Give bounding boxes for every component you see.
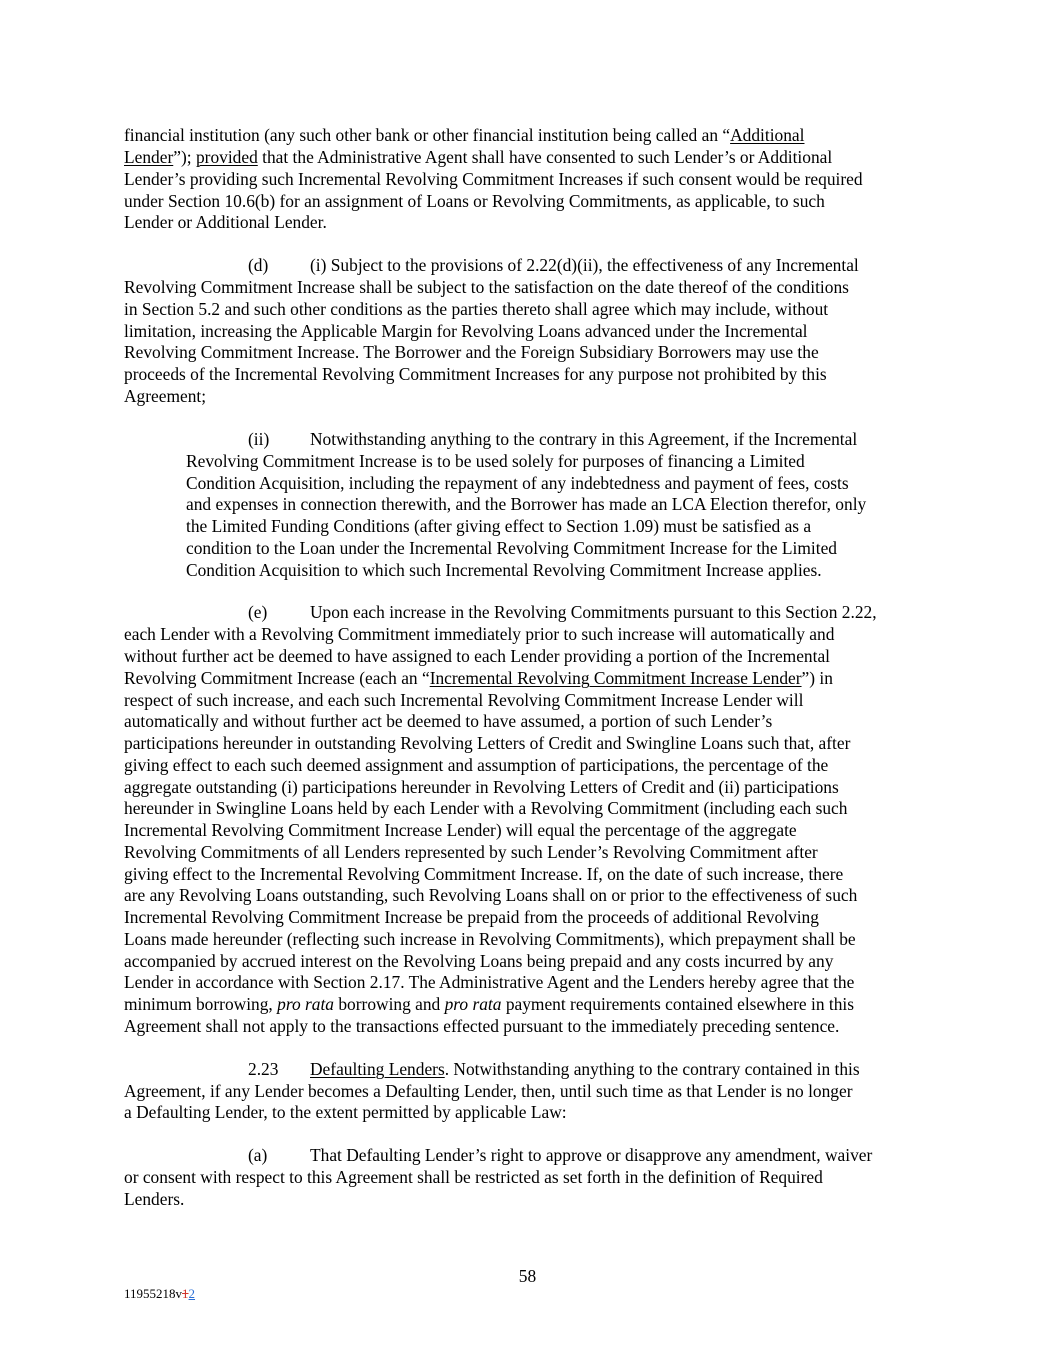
defined-term: Additional <box>730 125 805 145</box>
italic-term: pro rata <box>444 994 502 1014</box>
deleted-version: 1 <box>182 1286 189 1301</box>
paragraph-label: (a) <box>248 1145 268 1165</box>
text-line: aggregate outstanding (i) participations hereunder in Revolving Letters of Credit and (ii) participations <box>124 777 839 797</box>
document-id: 11955218v12 <box>124 1286 196 1301</box>
text-line: accompanied by accrued interest on the Revolving Loans being prepaid and any costs incurred by any <box>124 951 834 971</box>
text-line: condition to the Loan under the Incremental Revolving Commitment Increase for the Limited <box>186 538 837 558</box>
text-line: each Lender with a Revolving Commitment immediately prior to such increase will automatically and <box>124 624 835 644</box>
text-line: giving effect to the Incremental Revolving Commitment Increase. If, on the date of such increase, there <box>124 864 844 884</box>
text-line: giving effect to each such deemed assignment and assumption of participations, the percentage of the <box>124 755 829 775</box>
text-line: Condition Acquisition to which such Incremental Revolving Commitment Increase applies. <box>186 560 822 580</box>
text-line: Condition Acquisition, including the repayment of any indebtedness and payment of fees, costs <box>186 473 849 493</box>
italic-term: pro rata <box>277 994 334 1014</box>
text-line: Incremental Revolving Commitment Increase Lender) will equal the percentage of the aggregate <box>124 820 797 840</box>
text-line: hereunder in Swingline Loans held by each Lender with a Revolving Commitment (including each such <box>124 798 848 818</box>
text-line: Loans made hereunder (reflecting such increase in Revolving Commitments), which prepayment shall be <box>124 929 856 949</box>
text-line: Revolving Commitment Increase shall be subject to the satisfaction on the date thereof of the conditions <box>124 277 849 297</box>
text-line: Revolving Commitments of all Lenders represented by such Lender’s Revolving Commitment after <box>124 842 818 862</box>
text-line: Lender in accordance with Section 2.17. The Administrative Agent and the Lenders hereby agree that the <box>124 972 855 992</box>
page-number: 58 <box>518 1266 537 1286</box>
text-line: Lender”); provided that the Administrative Agent shall have consented to such Lender’s or Additional <box>124 147 833 167</box>
text-line: or consent with respect to this Agreement shall be restricted as set forth in the definition of Required <box>124 1167 823 1187</box>
defined-term: Incremental Revolving Commitment Increase Lender <box>429 668 802 688</box>
text-line: Lender’s providing such Incremental Revolving Commitment Increases if such consent would be required <box>124 169 863 189</box>
inserted-version: 2 <box>188 1286 196 1301</box>
paragraph-dii-first-line: (ii) Notwithstanding anything to the contrary in this Agreement, if the Incremental <box>248 429 858 449</box>
text-line: Incremental Revolving Commitment Increase be prepaid from the proceeds of additional Revolving <box>124 907 819 927</box>
text-line: without further act be deemed to have assigned to each Lender providing a portion of the Incremental <box>124 646 830 666</box>
text-line: financial institution (any such other bank or other financial institution being called an “Additional <box>124 125 805 145</box>
text-line: Agreement; <box>124 386 207 406</box>
paragraph-label: (ii) <box>248 429 270 449</box>
text-line: Revolving Commitment Increase (each an “Incremental Revolving Commitment Increase Lender”) in <box>124 668 833 688</box>
text-line: Agreement shall not apply to the transactions effected pursuant to the immediately preceding sentence. <box>124 1016 840 1036</box>
paragraph-d-first-line: (d) (i) Subject to the provisions of 2.22(d)(ii), the effectiveness of any Incremental <box>248 255 859 275</box>
text-line: Lender or Additional Lender. <box>124 212 327 232</box>
text-line: minimum borrowing, pro rata borrowing and pro rata payment requirements contained elsewhere in this <box>124 994 854 1014</box>
section-number: 2.23 <box>248 1059 279 1079</box>
text-line: Lenders. <box>124 1189 185 1209</box>
section-223-heading-line: 2.23 Defaulting Lenders. Notwithstanding anything to the contrary contained in this <box>248 1059 860 1079</box>
paragraph-label: (d) <box>248 255 269 275</box>
text-line: limitation, increasing the Applicable Margin for Revolving Loans advanced under the Incremental <box>124 321 808 341</box>
text-line: Agreement, if any Lender becomes a Defaulting Lender, then, until such time as that Lender is no longer <box>124 1081 853 1101</box>
text-line: in Section 5.2 and such other conditions as the parties thereto shall agree which may include, without <box>124 299 829 319</box>
text-line: participations hereunder in outstanding Revolving Letters of Credit and Swingline Loans such that, after <box>124 733 851 753</box>
paragraph-label: (e) <box>248 602 268 622</box>
text-line: respect of such increase, and each such Incremental Revolving Commitment Increase Lender will <box>124 690 804 710</box>
paragraph-a-first-line: (a) That Defaulting Lender’s right to approve or disapprove any amendment, waiver <box>248 1145 873 1165</box>
proviso-term: provided <box>195 147 258 167</box>
text-line: the Limited Funding Conditions (after giving effect to Section 1.09) must be satisfied as a <box>186 516 812 536</box>
section-title: Defaulting Lenders <box>310 1059 445 1079</box>
defined-term: Lender <box>124 147 174 167</box>
text-line: Revolving Commitment Increase is to be used solely for purposes of financing a Limited <box>186 451 805 471</box>
text-line: Revolving Commitment Increase. The Borrower and the Foreign Subsidiary Borrowers may use the <box>124 342 819 362</box>
text-line: automatically and without further act be deemed to have assumed, a portion of such Lender’s <box>124 711 773 731</box>
text-line: under Section 10.6(b) for an assignment of Loans or Revolving Commitments, as applicable, to such <box>124 191 825 211</box>
text-line: proceeds of the Incremental Revolving Commitment Increases for any purpose not prohibited by this <box>124 364 827 384</box>
paragraph-e-first-line: (e) Upon each increase in the Revolving Commitments pursuant to this Section 2.22, <box>248 602 877 622</box>
text-line: a Defaulting Lender, to the extent permitted by applicable Law: <box>124 1102 567 1122</box>
text-line: and expenses in connection therewith, and the Borrower has made an LCA Election therefor, only <box>186 494 867 514</box>
text-line: are any Revolving Loans outstanding, such Revolving Loans shall on or prior to the effectiveness of such <box>124 885 858 905</box>
